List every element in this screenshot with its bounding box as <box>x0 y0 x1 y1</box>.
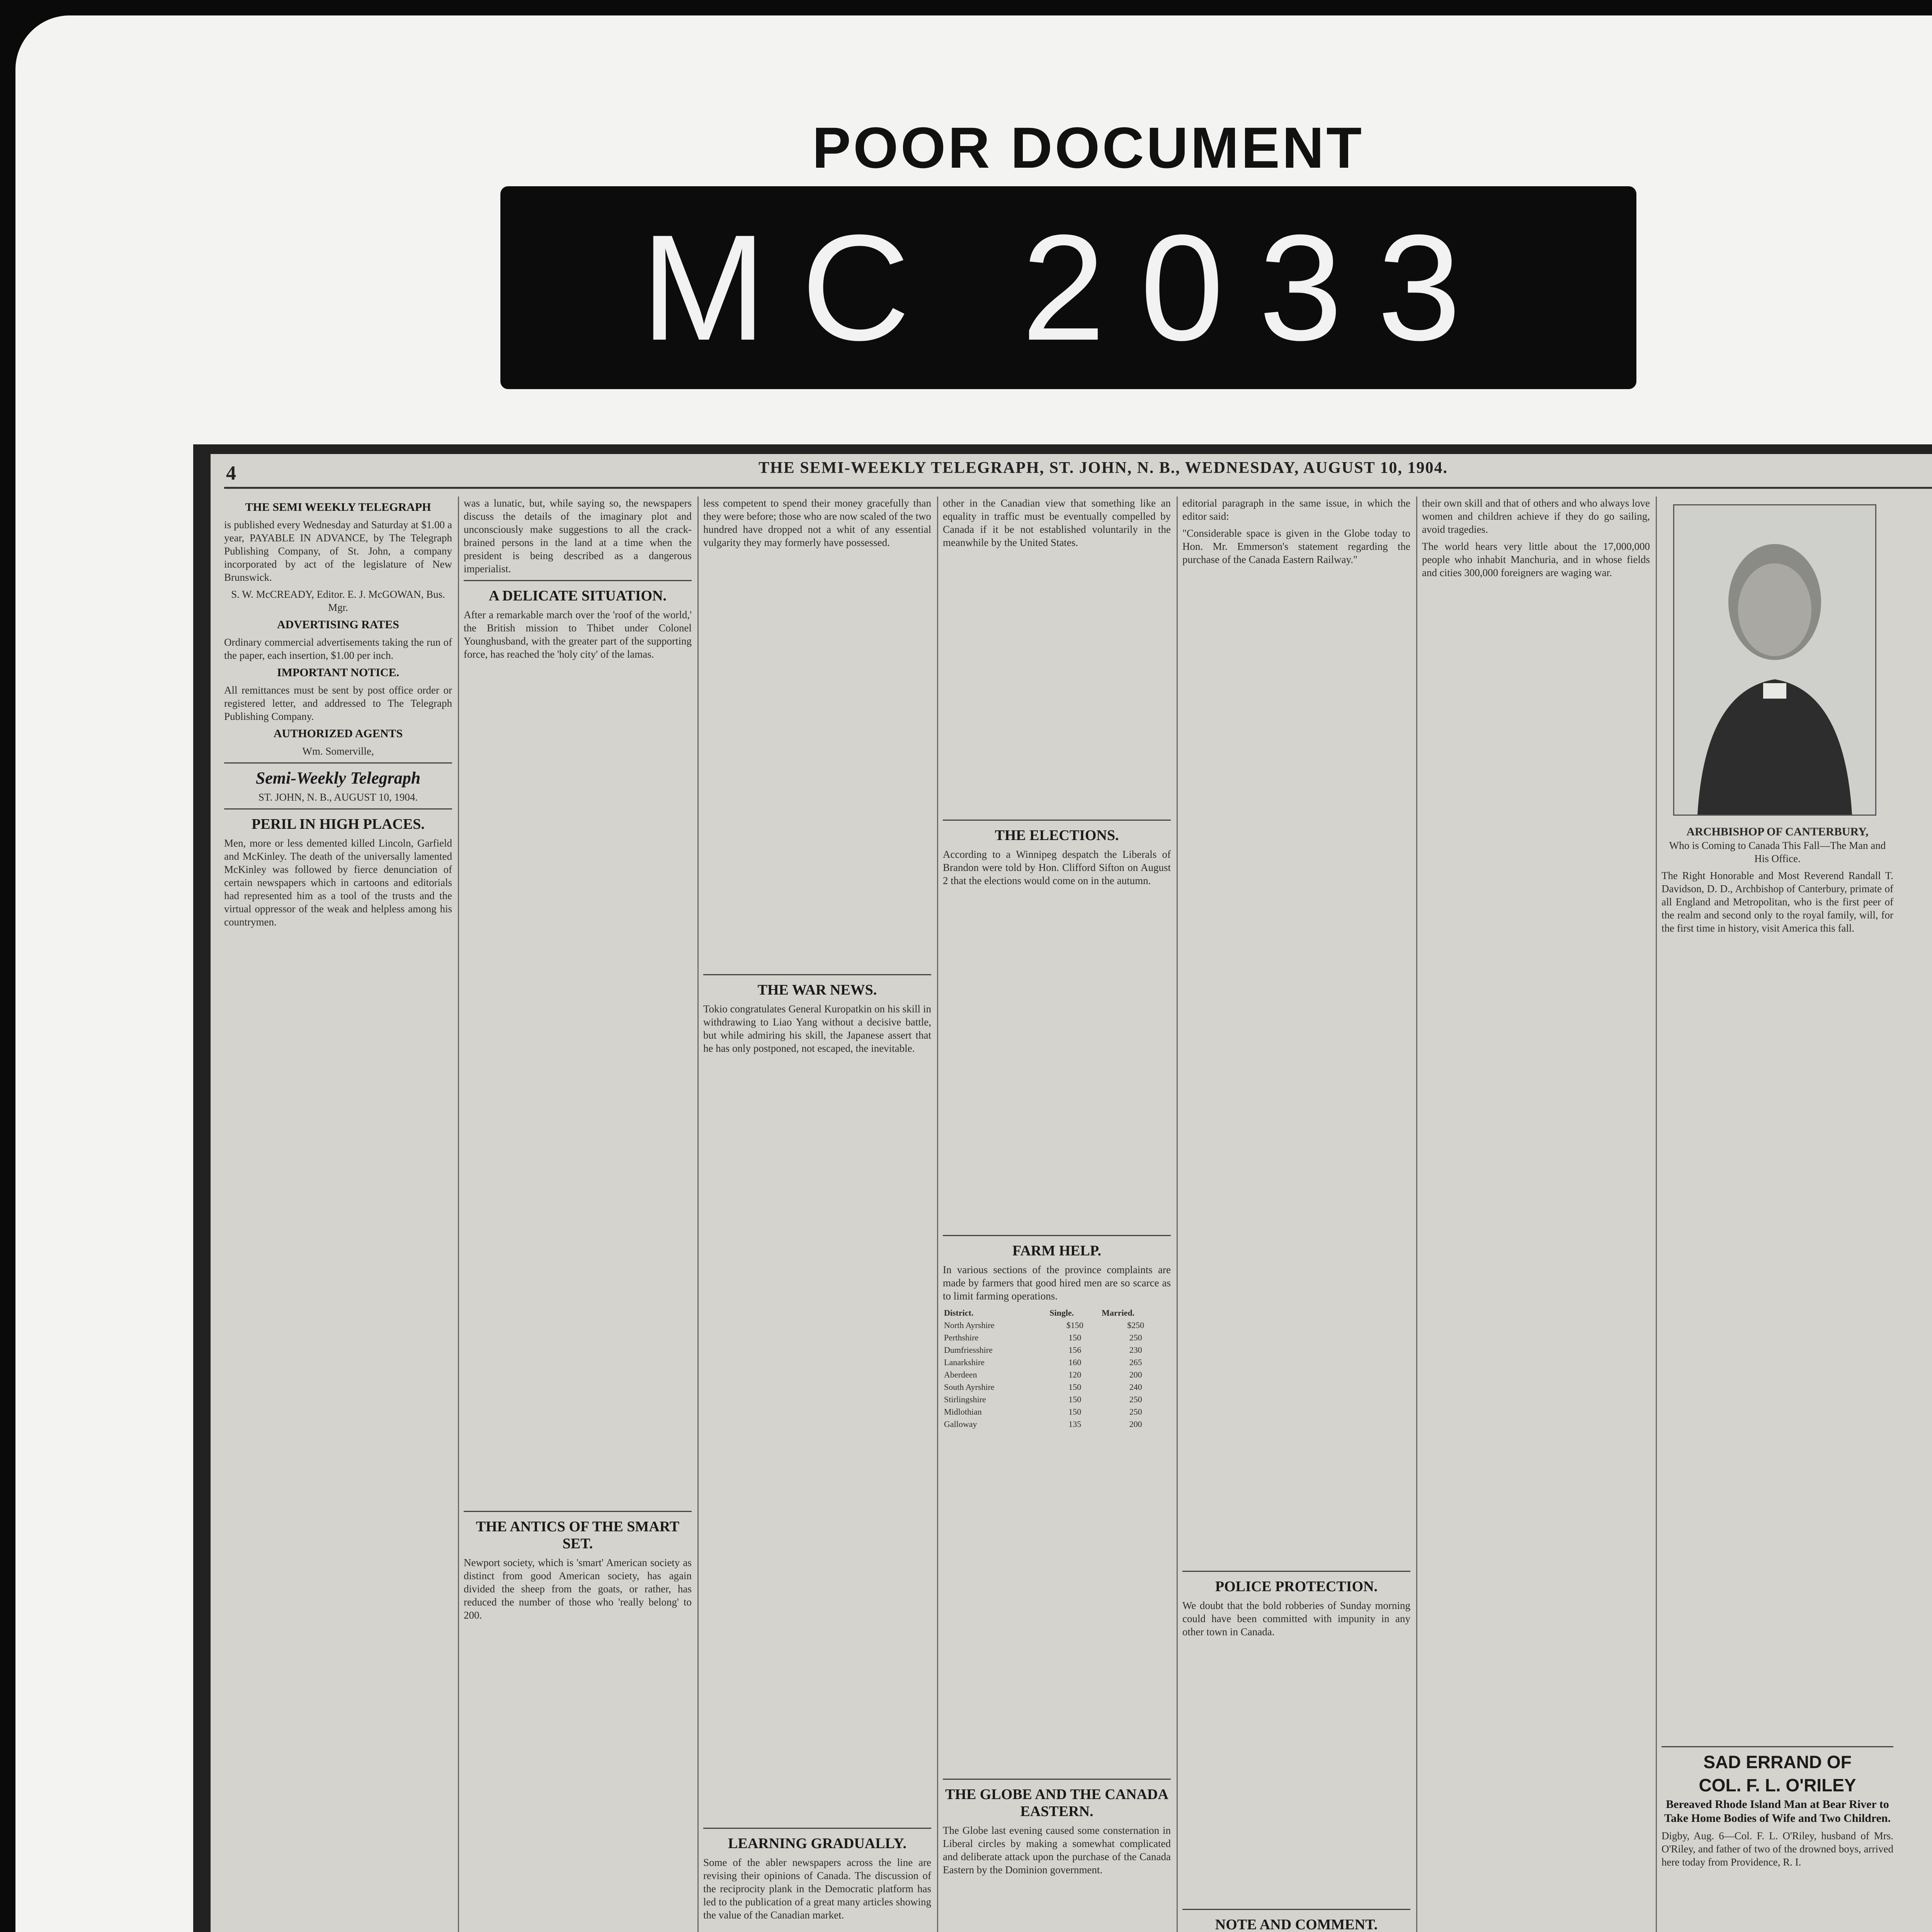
masthead-rule <box>224 487 1932 489</box>
table-row <box>944 1406 1170 1418</box>
table-cell: Galloway <box>944 1419 977 1429</box>
table-cell: Aberdeen <box>944 1370 977 1379</box>
table-cell: 120 <box>1068 1370 1082 1379</box>
column-rule <box>697 497 699 1932</box>
war-text: Tokio congratulates General Kuropatkin on his skill in withdrawing to Liao Yang without a decisive battle, but while admiring his skill, the Japanese assert that he has only postponed, not escaped, the inevitable. <box>703 1003 931 1054</box>
notice-text: All remittances must be sent by post office order or registered letter, and addressed to The Telegraph Publishing Company. <box>224 684 452 722</box>
wages-table <box>943 1306 1171 1431</box>
table-cell: Midlothian <box>944 1407 982 1417</box>
table-cell: 160 <box>1068 1357 1082 1367</box>
agent-name: Wm. Somerville, <box>302 745 374 757</box>
dateline: ST. JOHN, N. B., AUGUST 10, 1904. <box>258 791 418 803</box>
divider <box>703 1828 931 1829</box>
table-cell: 250 <box>1129 1407 1142 1417</box>
police-head: POLICE PROTECTION. <box>1215 1578 1378 1595</box>
page-number: 4 <box>226 462 236 484</box>
table-row <box>944 1394 1170 1405</box>
sad-errand-text: Digby, Aug. 6—Col. F. L. O'Riley, husband of Mrs. O'Riley, and father of two of the drowned boys, arrived here today from Providence, R. I. <box>1662 1830 1893 1868</box>
table-cell: 200 <box>1129 1370 1142 1379</box>
peril-head: PERIL IN HIGH PLACES. <box>252 816 425 832</box>
column-rule <box>1416 497 1417 1932</box>
reel-code-bar <box>500 186 1636 389</box>
column-rule <box>1177 497 1178 1932</box>
column-4 <box>943 497 1171 1932</box>
col6-notes: The world hears very little about the 17,000,000 people who inhabit Manchuria, and in whose fields and cities 300,000 foreigners are waging war. <box>1422 541 1650 578</box>
table-cell: 250 <box>1129 1333 1142 1342</box>
war-head: THE WAR NEWS. <box>757 982 877 998</box>
column-5 <box>1182 497 1410 1932</box>
col3-top-text: less competent to spend their money gracefully than they were before; those who are now scaled of the two hundred have dropped not a whit of any essential vulgarity they may formerly have possessed. <box>703 497 931 548</box>
table-cell: 250 <box>1129 1395 1142 1404</box>
poor-document-label: POOR DOCUMENT <box>812 115 1364 180</box>
table-cell: $150 <box>1066 1320 1083 1330</box>
delicate-text: After a remarkable march over the 'roof of the world,' the British mission to Thibet under Colonel Younghusband, with the greater part of the supporting force, has reached the 'holy city' of the lamas. <box>464 609 692 660</box>
table-cell: Perthshire <box>944 1333 979 1342</box>
table-cell: Dumfriesshire <box>944 1345 993 1355</box>
divider <box>1182 1571 1410 1572</box>
archbishop-portrait <box>1673 504 1876 816</box>
globe-head: THE GLOBE AND THE CANADA EASTERN. <box>945 1786 1168 1820</box>
table-cell: North Ayrshire <box>944 1320 995 1330</box>
reel-code: MC 2033 <box>641 203 1496 372</box>
divider <box>1182 1909 1410 1910</box>
table-row <box>944 1320 1170 1331</box>
col5-top-text: editorial paragraph in the same issue, in which the editor said: <box>1182 497 1410 522</box>
column-rule <box>937 497 938 1932</box>
column-3 <box>703 497 931 1932</box>
column-rule <box>458 497 459 1932</box>
learning-text: Some of the abler newspapers across the line are revising their opinions of Canada. The discussion of the reciprocity plank in the Democratic platform has led to the publication of a great many articles showing the value of the Canadian market. <box>703 1857 931 1921</box>
sad-errand-head: SAD ERRAND OF <box>1703 1752 1852 1772</box>
table-cell: 150 <box>1068 1333 1082 1342</box>
box-title: THE SEMI WEEKLY TELEGRAPH <box>245 501 431 514</box>
table-header: Single. <box>1049 1308 1074 1318</box>
column-rule <box>1656 497 1657 1932</box>
delicate-head: A DELICATE SITUATION. <box>489 588 667 604</box>
col6-top-text: their own skill and that of others and who always love women and children achieve if they do go sailing, avoid tragedies. <box>1422 497 1650 535</box>
newspaper-page <box>211 454 1932 1932</box>
sad-errand-sub: Bereaved Rhode Island Man at Bear River to Take Home Bodies of Wife and Two Children. <box>1664 1798 1891 1825</box>
column-7 <box>1662 497 1893 1932</box>
table-cell: Lanarkshire <box>944 1357 985 1367</box>
table-cell: South Ayrshire <box>944 1382 995 1392</box>
table-cell: 265 <box>1129 1357 1142 1367</box>
col4-top-text: other in the Canadian view that something like an equality in traffic must be eventually compelled by Canada if it be not established voluntarily in the meanwhile by the United States. <box>943 497 1171 548</box>
table-row <box>944 1381 1170 1393</box>
col2-top-text: was a lunatic, but, while saying so, the newspapers discuss the details of the imaginary plot and unconsciously make suggestions to all the crack-brained persons in the land at a time when the president is being described as a dangerous imperialist. <box>464 497 692 575</box>
column-6 <box>1422 497 1650 1932</box>
table-cell: 240 <box>1129 1382 1142 1392</box>
col5-quote: "Considerable space is given in the Globe today to Hon. Mr. Emmerson's statement regarding the purchase of the Canada Eastern Railway." <box>1182 527 1410 565</box>
table-cell: 156 <box>1068 1345 1082 1355</box>
table-row <box>944 1418 1170 1430</box>
elections-head: THE ELECTIONS. <box>995 827 1119 844</box>
editors: S. W. McCREADY, Editor. E. J. McGOWAN, Bus. Mgr. <box>231 588 445 613</box>
notice-head: IMPORTANT NOTICE. <box>277 666 400 679</box>
table-cell: 150 <box>1068 1382 1082 1392</box>
divider <box>943 820 1171 821</box>
table-cell: 150 <box>1068 1407 1082 1417</box>
divider <box>703 974 931 975</box>
divider <box>943 1779 1171 1780</box>
divider <box>943 1235 1171 1236</box>
antics-head: THE ANTICS OF THE SMART SET. <box>476 1519 680 1552</box>
ad-rates-head: ADVERTISING RATES <box>277 618 399 631</box>
portrait-box <box>1662 497 1893 825</box>
table-row <box>944 1344 1170 1356</box>
table-header: District. <box>944 1308 974 1318</box>
table-row <box>944 1357 1170 1368</box>
antics-text: Newport society, which is 'smart' American society as distinct from good American society, has again divided the sheep from the goats, or rather, has reduced the number of those who 'really belong' to 200. <box>464 1557 692 1621</box>
learning-head: LEARNING GRADUALLY. <box>728 1835 906 1852</box>
table-cell: Stirlingshire <box>944 1395 986 1404</box>
portrait-subcaption: Who is Coming to Canada This Fall—The Man and His Office. <box>1669 840 1886 864</box>
table-cell: $250 <box>1127 1320 1145 1330</box>
farm-head: FARM HELP. <box>1012 1243 1102 1259</box>
divider <box>224 808 452 810</box>
table-header: Married. <box>1102 1308 1135 1318</box>
police-text: We doubt that the bold robberies of Sunday morning could have been committed with impunity in any other town in Canada. <box>1182 1600 1410 1638</box>
divider <box>224 762 452 764</box>
table-header-row <box>944 1307 1170 1319</box>
table-row <box>944 1332 1170 1344</box>
column-1 <box>224 497 452 1932</box>
ad-rates-text: Ordinary commercial advertisements taking the run of the paper, each insertion, $1.00 per inch. <box>224 636 452 661</box>
column-2 <box>464 497 692 1932</box>
table-cell: 200 <box>1129 1419 1142 1429</box>
sad-errand-name: COL. F. L. O'RILEY <box>1699 1775 1856 1795</box>
portrait-caption: ARCHBISHOP OF CANTERBURY, <box>1686 825 1869 838</box>
table-cell: 150 <box>1068 1395 1082 1404</box>
box-text: is published every Wednesday and Saturday at $1.00 a year, PAYABLE IN ADVANCE, by The Telegraph Publishing Company, of St. John, a company incorporated by act of the legislature of New Brunswick. <box>224 519 452 583</box>
table-cell: 135 <box>1068 1419 1082 1429</box>
divider <box>464 1511 692 1512</box>
masthead: THE SEMI-WEEKLY TELEGRAPH, ST. JOHN, N. B., WEDNESDAY, AUGUST 10, 1904. <box>759 459 1448 477</box>
flag: Semi-Weekly Telegraph <box>255 769 421 787</box>
table-row <box>944 1369 1170 1381</box>
divider <box>464 580 692 581</box>
divider <box>1662 1746 1893 1747</box>
farm-text: In various sections of the province complaints are made by farmers that good hired men are so scarce as to limit farming operations. <box>943 1264 1171 1302</box>
peril-text: Men, more or less demented killed Lincoln, Garfield and McKinley. The death of the universally lamented McKinley was followed by fierce denunciation of certain newspapers which in cartoons and editorials had represented him as a tool of the trusts and the virtual oppressor of the weak and helpless among his countrymen. <box>224 837 452 928</box>
bishop-text: The Right Honorable and Most Reverend Randall T. Davidson, D. D., Archbishop of Canterbury, primate of all England and Metropolitan, who is the first peer of the realm and second only to the royal family, will, for the first time in history, visit America this fall. <box>1662 870 1893 934</box>
elections-text: According to a Winnipeg despatch the Liberals of Brandon were told by Hon. Clifford Sifton on August 2 that the elections would come on in the autumn. <box>943 849 1171 886</box>
agents-head: AUTHORIZED AGENTS <box>273 727 403 740</box>
globe-text: The Globe last evening caused some consternation in Liberal circles by making a somewhat complicated and deliberate attack upon the purchase of the Canada Eastern by the Dominion government. <box>943 1825 1171 1876</box>
notes-head: NOTE AND COMMENT. <box>1215 1917 1378 1932</box>
table-cell: 230 <box>1129 1345 1142 1355</box>
